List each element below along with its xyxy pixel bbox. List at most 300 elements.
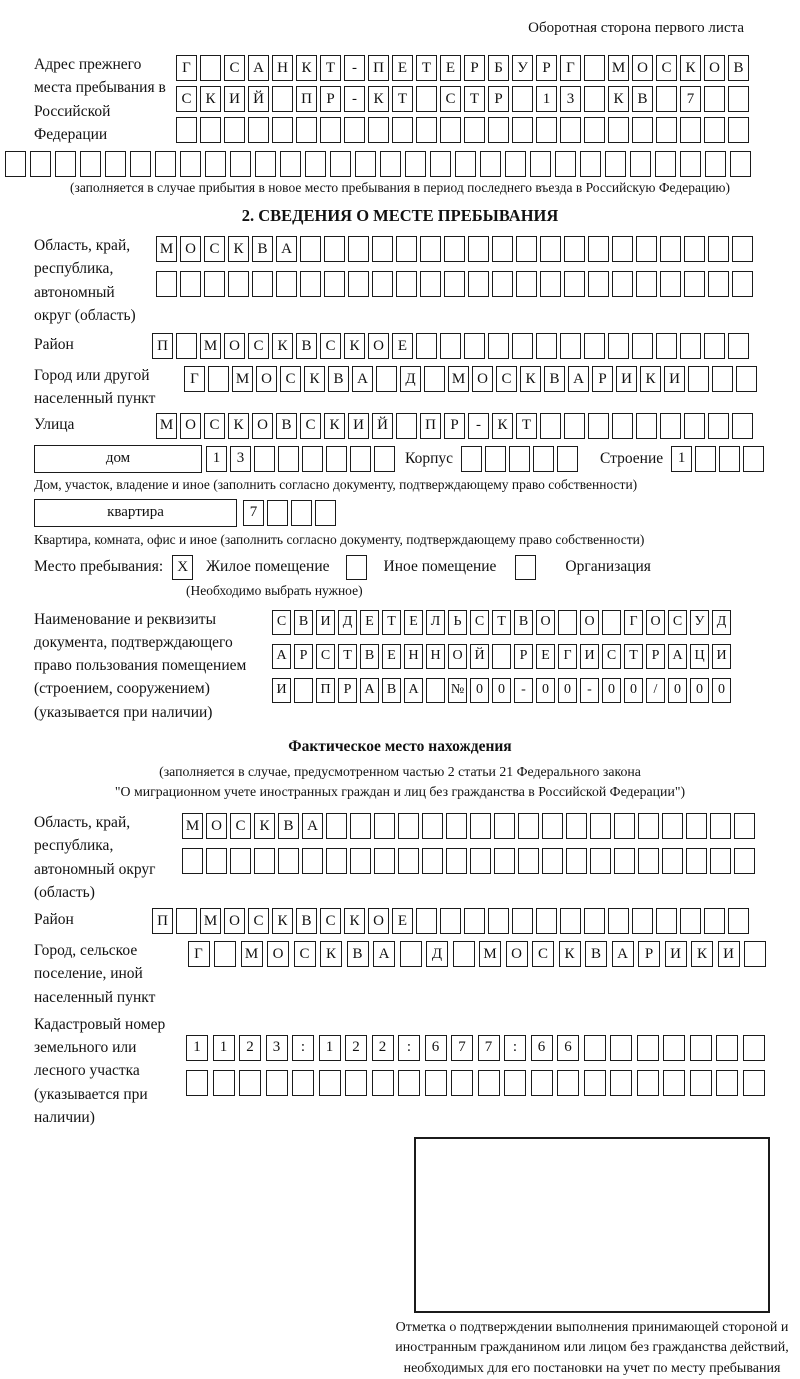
- char-cell[interactable]: [560, 908, 581, 934]
- char-cell[interactable]: К: [559, 941, 581, 967]
- char-cell[interactable]: В: [296, 908, 317, 934]
- char-cell[interactable]: В: [276, 413, 297, 439]
- char-cell[interactable]: [492, 271, 513, 297]
- char-cell[interactable]: С: [204, 236, 225, 262]
- char-cell[interactable]: [230, 848, 251, 874]
- char-cell[interactable]: [636, 236, 657, 262]
- char-cell[interactable]: С: [230, 813, 251, 839]
- char-cell[interactable]: К: [344, 908, 365, 934]
- char-cell[interactable]: [214, 941, 236, 967]
- char-cell[interactable]: Н: [426, 644, 445, 669]
- char-cell[interactable]: Н: [404, 644, 423, 669]
- char-cell[interactable]: 0: [624, 678, 643, 703]
- char-cell[interactable]: [80, 151, 101, 177]
- char-cell[interactable]: [180, 271, 201, 297]
- char-cell[interactable]: [416, 117, 437, 143]
- char-cell[interactable]: [716, 1070, 738, 1096]
- char-cell[interactable]: [638, 848, 659, 874]
- char-cell[interactable]: [680, 333, 701, 359]
- char-cell[interactable]: 0: [712, 678, 731, 703]
- char-cell[interactable]: В: [296, 333, 317, 359]
- char-cell[interactable]: [155, 151, 176, 177]
- char-cell[interactable]: [374, 848, 395, 874]
- char-cell[interactable]: [704, 117, 725, 143]
- char-cell[interactable]: [494, 848, 515, 874]
- char-cell[interactable]: [176, 333, 197, 359]
- char-cell[interactable]: О: [580, 610, 599, 635]
- char-cell[interactable]: [470, 848, 491, 874]
- char-cell[interactable]: [326, 446, 347, 472]
- char-cell[interactable]: [267, 500, 288, 526]
- char-cell[interactable]: [276, 271, 297, 297]
- char-cell[interactable]: Т: [338, 644, 357, 669]
- char-cell[interactable]: О: [448, 644, 467, 669]
- char-cell[interactable]: [710, 813, 731, 839]
- char-cell[interactable]: М: [182, 813, 203, 839]
- char-cell[interactable]: П: [368, 55, 389, 81]
- char-cell[interactable]: В: [514, 610, 533, 635]
- char-cell[interactable]: [730, 151, 751, 177]
- char-cell[interactable]: М: [200, 333, 221, 359]
- char-cell[interactable]: [542, 848, 563, 874]
- char-cell[interactable]: [660, 413, 681, 439]
- char-cell[interactable]: [584, 117, 605, 143]
- char-cell[interactable]: [512, 117, 533, 143]
- char-cell[interactable]: [278, 446, 299, 472]
- char-cell[interactable]: [300, 236, 321, 262]
- char-cell[interactable]: О: [180, 236, 201, 262]
- char-cell[interactable]: :: [504, 1035, 526, 1061]
- char-cell[interactable]: Д: [400, 366, 421, 392]
- char-cell[interactable]: [488, 333, 509, 359]
- char-cell[interactable]: [557, 1070, 579, 1096]
- char-cell[interactable]: О: [368, 333, 389, 359]
- char-cell[interactable]: [540, 236, 561, 262]
- char-cell[interactable]: И: [712, 644, 731, 669]
- char-cell[interactable]: [398, 813, 419, 839]
- char-cell[interactable]: М: [232, 366, 253, 392]
- char-cell[interactable]: [224, 117, 245, 143]
- char-cell[interactable]: Р: [444, 413, 465, 439]
- char-cell[interactable]: Р: [320, 86, 341, 112]
- char-cell[interactable]: Е: [382, 644, 401, 669]
- char-cell[interactable]: [204, 271, 225, 297]
- char-cell[interactable]: О: [256, 366, 277, 392]
- char-cell[interactable]: О: [472, 366, 493, 392]
- char-cell[interactable]: С: [602, 644, 621, 669]
- char-cell[interactable]: [464, 117, 485, 143]
- char-cell[interactable]: [540, 413, 561, 439]
- char-cell[interactable]: Г: [624, 610, 643, 635]
- char-cell[interactable]: Г: [176, 55, 197, 81]
- char-cell[interactable]: [734, 848, 755, 874]
- char-cell[interactable]: [5, 151, 26, 177]
- char-cell[interactable]: [584, 86, 605, 112]
- char-cell[interactable]: [350, 446, 371, 472]
- char-cell[interactable]: С: [272, 610, 291, 635]
- char-cell[interactable]: [704, 333, 725, 359]
- char-cell[interactable]: Д: [712, 610, 731, 635]
- char-cell[interactable]: [584, 333, 605, 359]
- char-cell[interactable]: [680, 117, 701, 143]
- char-cell[interactable]: [533, 446, 554, 472]
- char-cell[interactable]: [372, 236, 393, 262]
- char-cell[interactable]: [400, 941, 422, 967]
- char-cell[interactable]: С: [280, 366, 301, 392]
- char-cell[interactable]: [590, 813, 611, 839]
- char-cell[interactable]: [734, 813, 755, 839]
- char-cell[interactable]: [468, 271, 489, 297]
- char-cell[interactable]: [300, 271, 321, 297]
- char-cell[interactable]: -: [514, 678, 533, 703]
- char-cell[interactable]: [663, 1070, 685, 1096]
- char-cell[interactable]: И: [616, 366, 637, 392]
- char-cell[interactable]: [405, 151, 426, 177]
- char-cell[interactable]: [326, 813, 347, 839]
- char-cell[interactable]: [584, 908, 605, 934]
- char-cell[interactable]: [324, 271, 345, 297]
- char-cell[interactable]: [426, 678, 445, 703]
- char-cell[interactable]: М: [241, 941, 263, 967]
- char-cell[interactable]: [488, 908, 509, 934]
- char-cell[interactable]: Т: [624, 644, 643, 669]
- char-cell[interactable]: [612, 236, 633, 262]
- char-cell[interactable]: Е: [392, 908, 413, 934]
- char-cell[interactable]: К: [520, 366, 541, 392]
- char-cell[interactable]: [416, 86, 437, 112]
- char-cell[interactable]: М: [200, 908, 221, 934]
- char-cell[interactable]: [278, 848, 299, 874]
- char-cell[interactable]: [464, 333, 485, 359]
- char-cell[interactable]: Т: [492, 610, 511, 635]
- char-cell[interactable]: [656, 117, 677, 143]
- char-cell[interactable]: [315, 500, 336, 526]
- char-cell[interactable]: [708, 271, 729, 297]
- char-cell[interactable]: И: [316, 610, 335, 635]
- char-cell[interactable]: 0: [536, 678, 555, 703]
- char-cell[interactable]: [736, 366, 757, 392]
- char-cell[interactable]: [461, 446, 482, 472]
- char-cell[interactable]: 2: [345, 1035, 367, 1061]
- char-cell[interactable]: Т: [382, 610, 401, 635]
- char-cell[interactable]: [368, 117, 389, 143]
- char-cell[interactable]: Г: [188, 941, 210, 967]
- char-cell[interactable]: В: [544, 366, 565, 392]
- char-cell[interactable]: [254, 848, 275, 874]
- char-cell[interactable]: [744, 941, 766, 967]
- char-cell[interactable]: [488, 117, 509, 143]
- char-cell[interactable]: [728, 86, 749, 112]
- char-cell[interactable]: [531, 1070, 553, 1096]
- char-cell[interactable]: [555, 151, 576, 177]
- char-cell[interactable]: 6: [557, 1035, 579, 1061]
- char-cell[interactable]: [186, 1070, 208, 1096]
- char-cell[interactable]: Р: [646, 644, 665, 669]
- char-cell[interactable]: [252, 271, 273, 297]
- char-cell[interactable]: Т: [464, 86, 485, 112]
- char-cell[interactable]: [637, 1070, 659, 1096]
- char-cell[interactable]: С: [248, 333, 269, 359]
- char-cell[interactable]: Й: [470, 644, 489, 669]
- char-cell[interactable]: К: [228, 236, 249, 262]
- char-cell[interactable]: Л: [426, 610, 445, 635]
- char-cell[interactable]: О: [206, 813, 227, 839]
- char-cell[interactable]: [200, 55, 221, 81]
- char-cell[interactable]: [302, 446, 323, 472]
- char-cell[interactable]: [516, 271, 537, 297]
- char-cell[interactable]: [684, 236, 705, 262]
- char-cell[interactable]: 0: [668, 678, 687, 703]
- char-cell[interactable]: Р: [514, 644, 533, 669]
- char-cell[interactable]: [610, 1035, 632, 1061]
- char-cell[interactable]: С: [320, 333, 341, 359]
- char-cell[interactable]: 0: [470, 678, 489, 703]
- char-cell[interactable]: [248, 117, 269, 143]
- char-cell[interactable]: С: [176, 86, 197, 112]
- char-cell[interactable]: [564, 413, 585, 439]
- char-cell[interactable]: [558, 610, 577, 635]
- char-cell[interactable]: В: [728, 55, 749, 81]
- char-cell[interactable]: И: [580, 644, 599, 669]
- char-cell[interactable]: [266, 1070, 288, 1096]
- char-cell[interactable]: Р: [536, 55, 557, 81]
- char-cell[interactable]: [255, 151, 276, 177]
- char-cell[interactable]: [228, 271, 249, 297]
- char-cell[interactable]: К: [324, 413, 345, 439]
- char-cell[interactable]: [660, 271, 681, 297]
- dom-box[interactable]: дом: [34, 445, 202, 473]
- char-cell[interactable]: [612, 271, 633, 297]
- char-cell[interactable]: А: [404, 678, 423, 703]
- char-cell[interactable]: [732, 413, 753, 439]
- char-cell[interactable]: И: [348, 413, 369, 439]
- char-cell[interactable]: [632, 908, 653, 934]
- char-cell[interactable]: [584, 55, 605, 81]
- char-cell[interactable]: 7: [680, 86, 701, 112]
- char-cell[interactable]: [464, 908, 485, 934]
- char-cell[interactable]: [320, 117, 341, 143]
- char-cell[interactable]: 1: [536, 86, 557, 112]
- char-cell[interactable]: Е: [404, 610, 423, 635]
- char-cell[interactable]: [392, 117, 413, 143]
- char-cell[interactable]: А: [373, 941, 395, 967]
- char-cell[interactable]: [638, 813, 659, 839]
- char-cell[interactable]: [440, 908, 461, 934]
- char-cell[interactable]: [590, 848, 611, 874]
- char-cell[interactable]: [372, 271, 393, 297]
- char-cell[interactable]: Г: [184, 366, 205, 392]
- char-cell[interactable]: [302, 848, 323, 874]
- char-cell[interactable]: Г: [558, 644, 577, 669]
- char-cell[interactable]: [440, 117, 461, 143]
- char-cell[interactable]: [176, 908, 197, 934]
- char-cell[interactable]: Р: [488, 86, 509, 112]
- char-cell[interactable]: [728, 908, 749, 934]
- char-cell[interactable]: [728, 117, 749, 143]
- char-cell[interactable]: [536, 908, 557, 934]
- char-cell[interactable]: [230, 151, 251, 177]
- char-cell[interactable]: [156, 271, 177, 297]
- char-cell[interactable]: М: [448, 366, 469, 392]
- char-cell[interactable]: А: [302, 813, 323, 839]
- char-cell[interactable]: 0: [602, 678, 621, 703]
- char-cell[interactable]: [376, 366, 397, 392]
- char-cell[interactable]: [684, 413, 705, 439]
- char-cell[interactable]: [560, 117, 581, 143]
- char-cell[interactable]: [632, 117, 653, 143]
- char-cell[interactable]: [398, 848, 419, 874]
- char-cell[interactable]: Р: [338, 678, 357, 703]
- char-cell[interactable]: [180, 151, 201, 177]
- char-cell[interactable]: С: [656, 55, 677, 81]
- char-cell[interactable]: [455, 151, 476, 177]
- char-cell[interactable]: [708, 413, 729, 439]
- char-cell[interactable]: [509, 446, 530, 472]
- char-cell[interactable]: О: [368, 908, 389, 934]
- char-cell[interactable]: С: [470, 610, 489, 635]
- char-cell[interactable]: [656, 86, 677, 112]
- char-cell[interactable]: [468, 236, 489, 262]
- char-cell[interactable]: 0: [690, 678, 709, 703]
- char-cell[interactable]: [712, 366, 733, 392]
- char-cell[interactable]: К: [272, 908, 293, 934]
- char-cell[interactable]: Г: [560, 55, 581, 81]
- char-cell[interactable]: [690, 1035, 712, 1061]
- char-cell[interactable]: [743, 446, 764, 472]
- char-cell[interactable]: [396, 413, 417, 439]
- char-cell[interactable]: В: [294, 610, 313, 635]
- char-cell[interactable]: [348, 271, 369, 297]
- char-cell[interactable]: 3: [230, 446, 251, 472]
- char-cell[interactable]: [396, 236, 417, 262]
- char-cell[interactable]: -: [344, 86, 365, 112]
- char-cell[interactable]: О: [506, 941, 528, 967]
- char-cell[interactable]: [688, 366, 709, 392]
- char-cell[interactable]: [294, 678, 313, 703]
- char-cell[interactable]: [536, 333, 557, 359]
- char-cell[interactable]: [422, 848, 443, 874]
- char-cell[interactable]: [420, 236, 441, 262]
- char-cell[interactable]: [612, 413, 633, 439]
- char-cell[interactable]: [588, 236, 609, 262]
- char-cell[interactable]: [324, 236, 345, 262]
- char-cell[interactable]: [478, 1070, 500, 1096]
- char-cell[interactable]: [430, 151, 451, 177]
- char-cell[interactable]: И: [665, 941, 687, 967]
- char-cell[interactable]: [291, 500, 312, 526]
- char-cell[interactable]: 1: [319, 1035, 341, 1061]
- char-cell[interactable]: [374, 446, 395, 472]
- char-cell[interactable]: [416, 333, 437, 359]
- char-cell[interactable]: П: [296, 86, 317, 112]
- char-cell[interactable]: В: [382, 678, 401, 703]
- char-cell[interactable]: [656, 333, 677, 359]
- char-cell[interactable]: [743, 1070, 765, 1096]
- char-cell[interactable]: [280, 151, 301, 177]
- char-cell[interactable]: Е: [392, 55, 413, 81]
- char-cell[interactable]: [588, 271, 609, 297]
- char-cell[interactable]: [374, 813, 395, 839]
- char-cell[interactable]: [710, 848, 731, 874]
- char-cell[interactable]: [512, 908, 533, 934]
- char-cell[interactable]: П: [152, 908, 173, 934]
- char-cell[interactable]: А: [272, 644, 291, 669]
- char-cell[interactable]: [130, 151, 151, 177]
- char-cell[interactable]: О: [224, 333, 245, 359]
- char-cell[interactable]: [205, 151, 226, 177]
- char-cell[interactable]: [416, 908, 437, 934]
- char-cell[interactable]: Р: [294, 644, 313, 669]
- char-cell[interactable]: [637, 1035, 659, 1061]
- char-cell[interactable]: О: [704, 55, 725, 81]
- char-cell[interactable]: /: [646, 678, 665, 703]
- char-cell[interactable]: [557, 446, 578, 472]
- char-cell[interactable]: [319, 1070, 341, 1096]
- char-cell[interactable]: [350, 813, 371, 839]
- char-cell[interactable]: Ь: [448, 610, 467, 635]
- char-cell[interactable]: Р: [464, 55, 485, 81]
- char-cell[interactable]: [208, 366, 229, 392]
- checkbox-zhiloe[interactable]: X: [172, 555, 193, 580]
- char-cell[interactable]: [680, 908, 701, 934]
- char-cell[interactable]: [542, 813, 563, 839]
- char-cell[interactable]: [425, 1070, 447, 1096]
- char-cell[interactable]: [584, 1070, 606, 1096]
- char-cell[interactable]: [512, 86, 533, 112]
- char-cell[interactable]: 1: [206, 446, 227, 472]
- char-cell[interactable]: 3: [560, 86, 581, 112]
- char-cell[interactable]: [398, 1070, 420, 1096]
- char-cell[interactable]: К: [254, 813, 275, 839]
- char-cell[interactable]: 7: [243, 500, 264, 526]
- char-cell[interactable]: [518, 848, 539, 874]
- char-cell[interactable]: [690, 1070, 712, 1096]
- char-cell[interactable]: [424, 366, 445, 392]
- char-cell[interactable]: Д: [426, 941, 448, 967]
- char-cell[interactable]: [345, 1070, 367, 1096]
- char-cell[interactable]: [663, 1035, 685, 1061]
- char-cell[interactable]: Р: [592, 366, 613, 392]
- char-cell[interactable]: [704, 908, 725, 934]
- char-cell[interactable]: [492, 236, 513, 262]
- char-cell[interactable]: [584, 1035, 606, 1061]
- char-cell[interactable]: [292, 1070, 314, 1096]
- char-cell[interactable]: К: [608, 86, 629, 112]
- char-cell[interactable]: Т: [320, 55, 341, 81]
- char-cell[interactable]: [451, 1070, 473, 1096]
- char-cell[interactable]: [540, 271, 561, 297]
- char-cell[interactable]: [716, 1035, 738, 1061]
- char-cell[interactable]: [636, 271, 657, 297]
- char-cell[interactable]: [470, 813, 491, 839]
- char-cell[interactable]: [480, 151, 501, 177]
- char-cell[interactable]: [743, 1035, 765, 1061]
- char-cell[interactable]: С: [300, 413, 321, 439]
- char-cell[interactable]: О: [536, 610, 555, 635]
- char-cell[interactable]: [588, 413, 609, 439]
- char-cell[interactable]: О: [252, 413, 273, 439]
- char-cell[interactable]: С: [204, 413, 225, 439]
- char-cell[interactable]: [608, 117, 629, 143]
- char-cell[interactable]: С: [294, 941, 316, 967]
- char-cell[interactable]: [330, 151, 351, 177]
- char-cell[interactable]: 2: [372, 1035, 394, 1061]
- char-cell[interactable]: Т: [416, 55, 437, 81]
- char-cell[interactable]: 0: [492, 678, 511, 703]
- char-cell[interactable]: [732, 271, 753, 297]
- char-cell[interactable]: В: [632, 86, 653, 112]
- char-cell[interactable]: А: [276, 236, 297, 262]
